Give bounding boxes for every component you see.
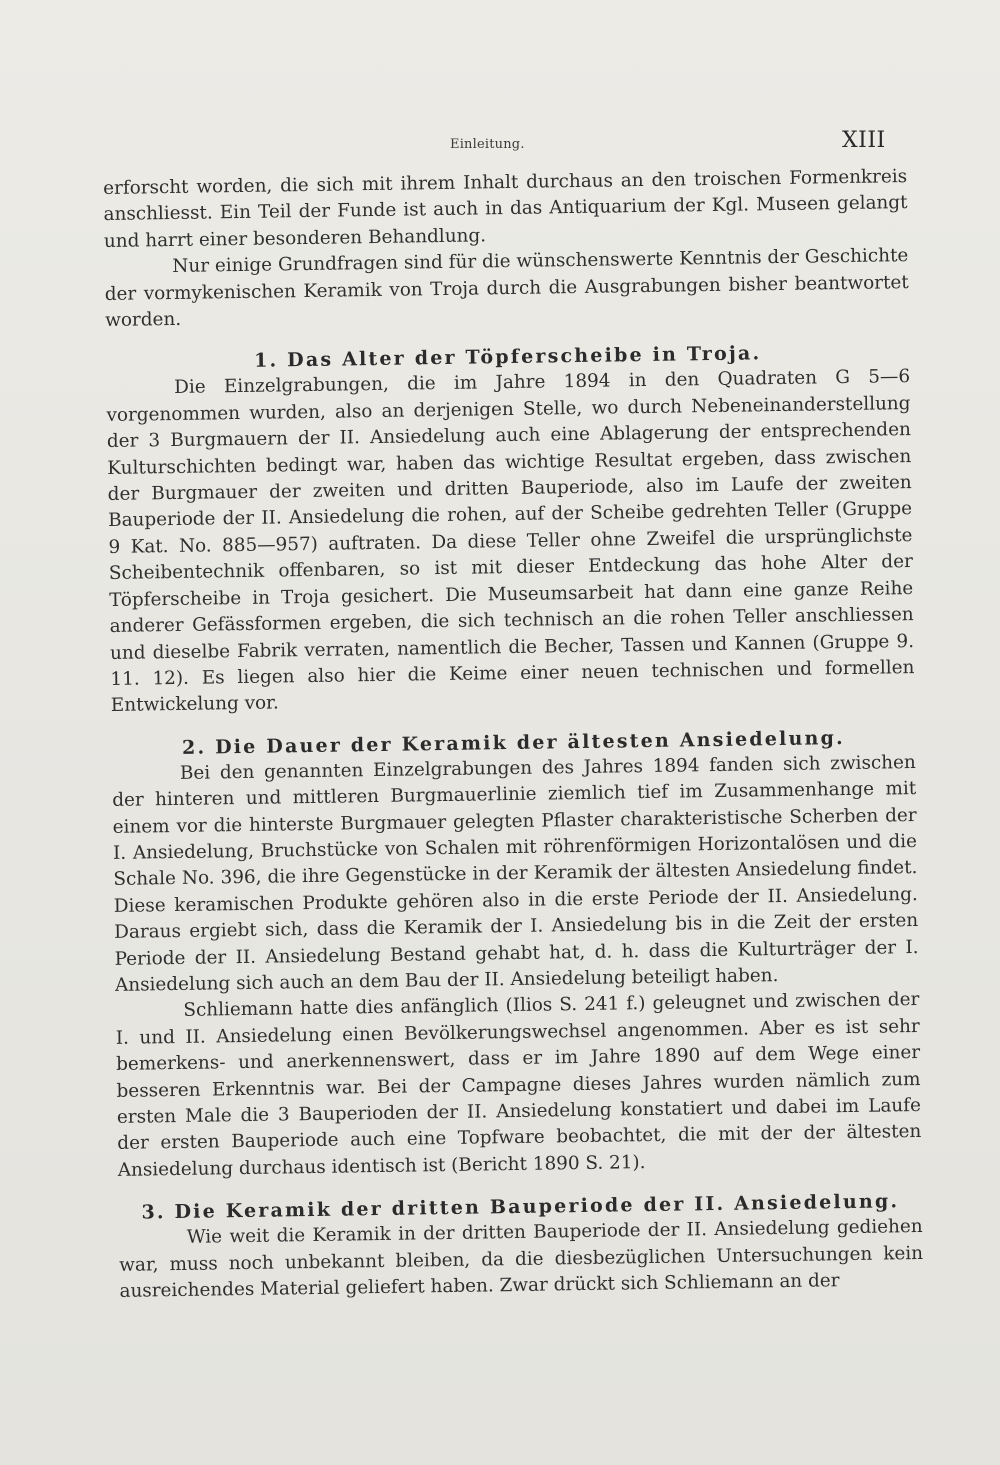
paragraph-continuation: erforscht worden, die sich mit ihrem Inhalt durchaus an den troischen Formenkreis anschliesst. Ein Teil der Funde ist auch in das Antiquarium der Kgl. Museen gelangt und harrt einer besonderen Behandlung. (103, 166, 908, 252)
section-heading-3: 3. Die Keramik der dritten Bauperiode der II. Ansiedelung. (141, 1190, 900, 1224)
section-2-paragraph-1: Bei den genannten Einzelgrabungen des Jahres 1894 fanden sich zwischen der hinteren und mittleren Burgmauerlinie ziemlich tief im Zusammenhange mit einem vor die hinterste Burgmauer gelegten Pflaster charakteristische Scherben der I. Ansiedelung, Bruchstücke von Schalen mit röhrenförmigen Horizontalösen und die Schale No. 396, die ihre Gegenstücke in der Keramik der ältesten Ansiedelung findet. Diese keramischen Produkte gehören also in die erste Periode der II. Ansiedelung. Daraus ergiebt sich, dass die Keramik der I. Ansiedelung bis in die Zeit der ersten Periode der II. Ansiedelung Bestand gehabt hat, d. h. dass die Kulturträger der I. Ansiedelung sich auch an dem Bau der II. Ansiedelung beteiligt haben. (112, 751, 919, 996)
body-text (103, 164, 924, 1305)
section-1-paragraph: Die Einzelgrabungen, die im Jahre 1894 in den Quadraten G 5—6 vorgenommen wurden, also an derjenigen Stelle, wo durch Nebeneinanderstellung der 3 Burgmauern der II. Ansiedelung auch eine Ablagerung der entsprechenden Kulturschichten bedingt war, haben das wichtige Resultat ergeben, dass zwischen der Burgmauer der zweiten und dritten Bauperiode, also im Laufe der zweiten Bauperiode der II. Ansiedelung die rohen, auf der Scheibe gedrehten Teller (Gruppe 9 Kat. No. 885—957) auftraten. Da diese Teller ohne Zweifel die ursprünglichste Scheibentechnik offenbaren, so ist mit dieser Entdeckung das hohe Alter der Töpferscheibe in Troja gesichert. Die Museumsarbeit hat dann eine ganze Reihe anderer Gefässformen ergeben, die sich technisch an die rohen Teller anschliessen und dieselbe Fabrik verraten, namentlich die Becher, Tassen und Kannen (Gruppe 9. 11. 12). Es liegen also hier die Keime einer neuen technischen und formellen Entwickelung vor. (106, 366, 915, 717)
section-2-paragraph-2: Schliemann hatte dies anfänglich (Ilios S. 241 f.) geleugnet und zwischen der I. und II. Ansiedelung einen Bevölkerungswechsel angenommen. Aber es ist sehr bemerkens- und anerkennenswert, dass er im Jahre 1890 auf dem Wege einer besseren Erkenntnis war. Bei der Campagne dieses Jahres wurden nämlich zum ersten Male die 3 Bauperioden der II. Ansiedelung konstatiert und dabei im Laufe der ersten Bauperiode auch eine Topfware beobachtet, die mit der der ältesten Ansiedelung durchaus identisch ist (Bericht 1890 S. 21). (115, 989, 922, 1181)
section-heading-1: 1. Das Alter der Töpferscheibe in Troja. (254, 342, 762, 373)
running-head (0, 124, 1000, 164)
section-3-paragraph: Wie weit die Keramik in der dritten Bauperiode der II. Ansiedelung gediehen war, muss noch unbekannt bleiben, da die diesbezüglichen Untersuchungen kein ausreichendes Material geliefert haben. Zwar drückt sich Schliemann an der (119, 1216, 924, 1302)
paragraph-intro: Nur einige Grundfragen sind für die wünschenswerte Kenntnis der Geschichte der vormykenischen Keramik von Troja durch die Ausgrabungen bisher beantwortet worden. (104, 245, 909, 332)
section-heading-2: 2. Die Dauer der Keramik der ältesten Ansiedelung. (181, 726, 845, 759)
running-head-title: Einleitung. (450, 137, 525, 152)
page-number: XIII (842, 128, 886, 153)
